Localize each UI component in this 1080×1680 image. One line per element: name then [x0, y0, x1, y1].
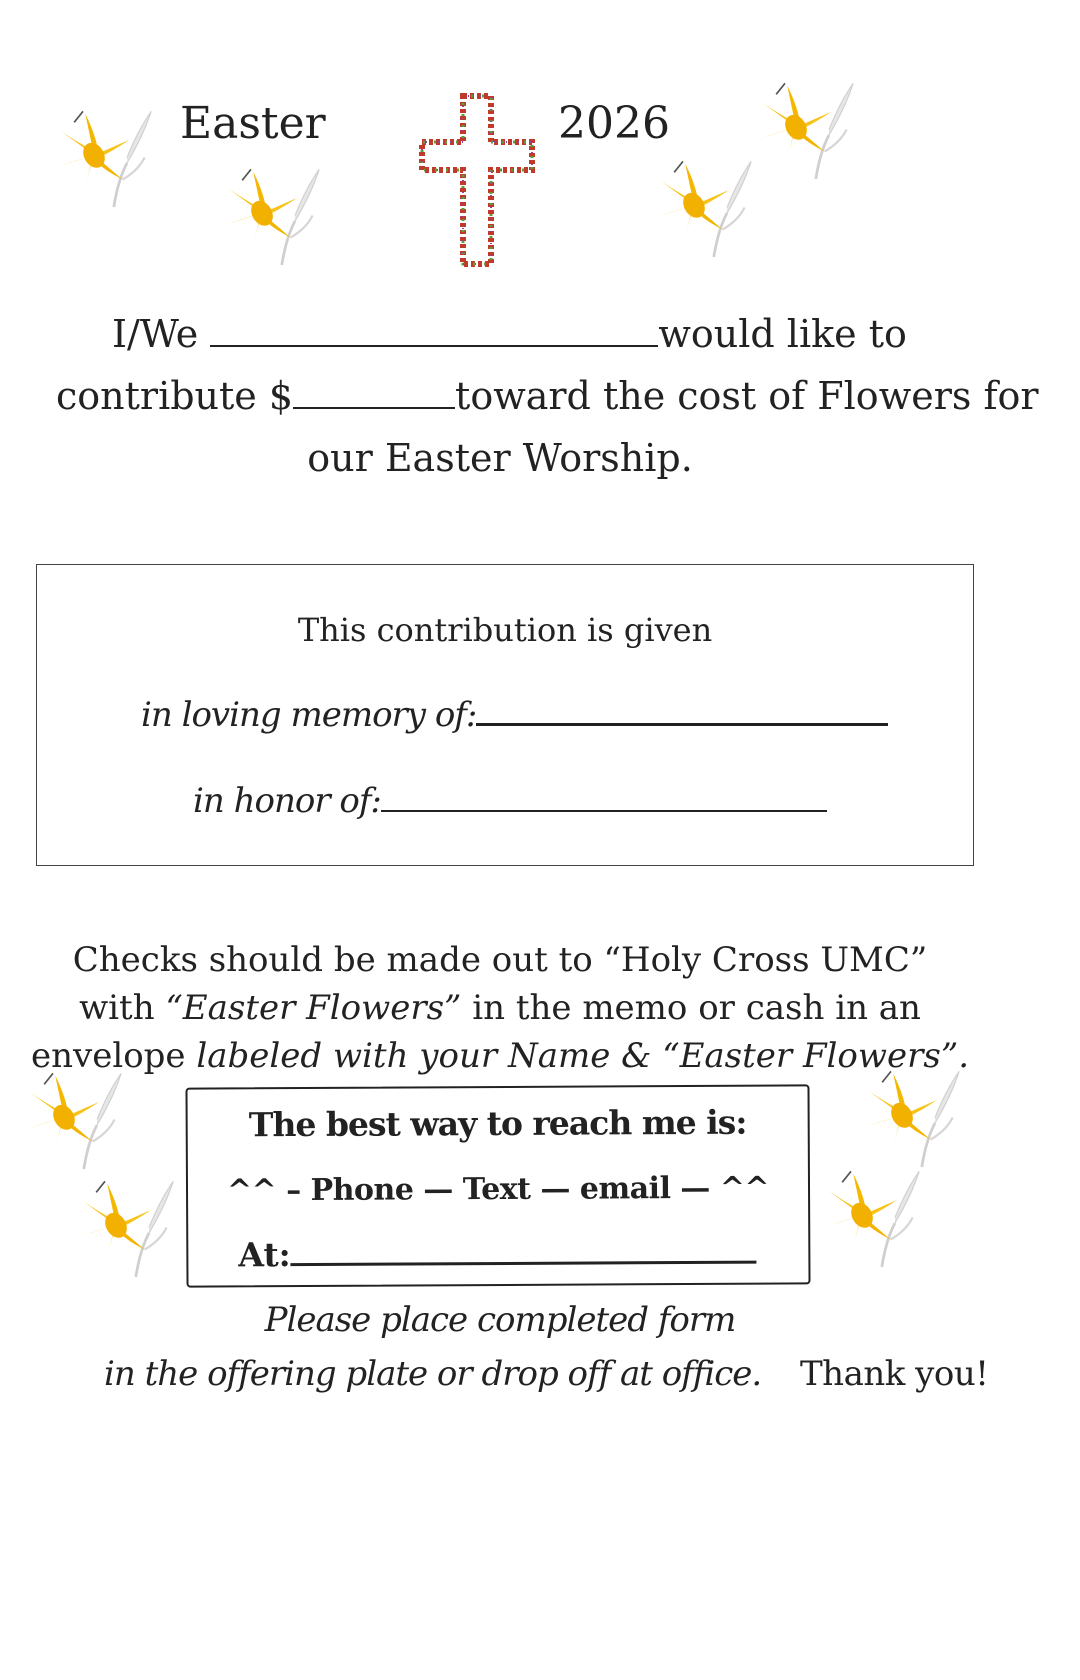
lily-icon	[50, 100, 160, 215]
contact-blank-field[interactable]	[291, 1261, 757, 1266]
contact-at-line	[238, 1233, 757, 1275]
footer-instructions: in the offering plate or drop off at office.	[104, 1354, 762, 1394]
checks-line-2-suffix: in the memo or cash in an	[461, 988, 921, 1028]
header-year: 2026	[558, 98, 670, 149]
dedication-heading: This contribution is given	[297, 611, 713, 649]
lily-icon	[650, 150, 760, 265]
checks-line-2-prefix: with	[79, 988, 166, 1028]
honor-blank-field[interactable]	[381, 810, 827, 812]
checks-line-1: Checks should be made out to “Holy Cross UMC”	[72, 940, 928, 980]
memory-line	[141, 695, 888, 735]
header-left-title: Easter	[180, 98, 326, 149]
pledge-line-3: our Easter Worship.	[307, 436, 693, 480]
checks-label-text: labeled with your Name & “Easter Flowers”.	[196, 1036, 970, 1076]
dedication-box	[36, 564, 974, 866]
cross-icon	[418, 92, 536, 268]
pledge-amount-prefix: contribute $	[56, 374, 294, 418]
contact-box	[185, 1084, 810, 1287]
contact-title: The best way to reach me is:	[248, 1102, 747, 1145]
checks-line-3-prefix: envelope	[30, 1036, 197, 1076]
pledge-amount-suffix: toward the cost of Flowers for	[455, 374, 1039, 418]
checks-line-2	[0, 984, 1000, 1032]
checks-line-3	[0, 1032, 1000, 1080]
contact-at-label: At:	[238, 1235, 291, 1275]
pledge-line-1	[112, 312, 907, 356]
honor-label: in honor of:	[193, 781, 381, 821]
lily-icon	[218, 158, 328, 273]
footer-line-2	[104, 1354, 988, 1394]
name-blank-field[interactable]	[210, 345, 658, 347]
honor-line	[193, 781, 827, 821]
lily-icon	[752, 72, 862, 187]
checks-memo-text: “Easter Flowers”	[165, 988, 462, 1028]
pledge-name-prefix: I/We	[112, 312, 199, 356]
pledge-line-2	[56, 374, 1039, 418]
memory-blank-field[interactable]	[476, 723, 888, 726]
footer-line-1: Please place completed form	[264, 1300, 736, 1340]
memory-label: in loving memory of:	[141, 695, 477, 735]
amount-blank-field[interactable]	[293, 407, 455, 409]
thank-you-text: Thank you!	[800, 1354, 989, 1394]
contact-options[interactable]: ^^ – Phone — Text — email — ^^	[226, 1170, 770, 1209]
pledge-name-suffix: would like to	[658, 312, 907, 356]
lily-icon	[72, 1170, 182, 1285]
lily-icon	[818, 1160, 928, 1275]
checks-instructions	[0, 936, 1000, 1080]
